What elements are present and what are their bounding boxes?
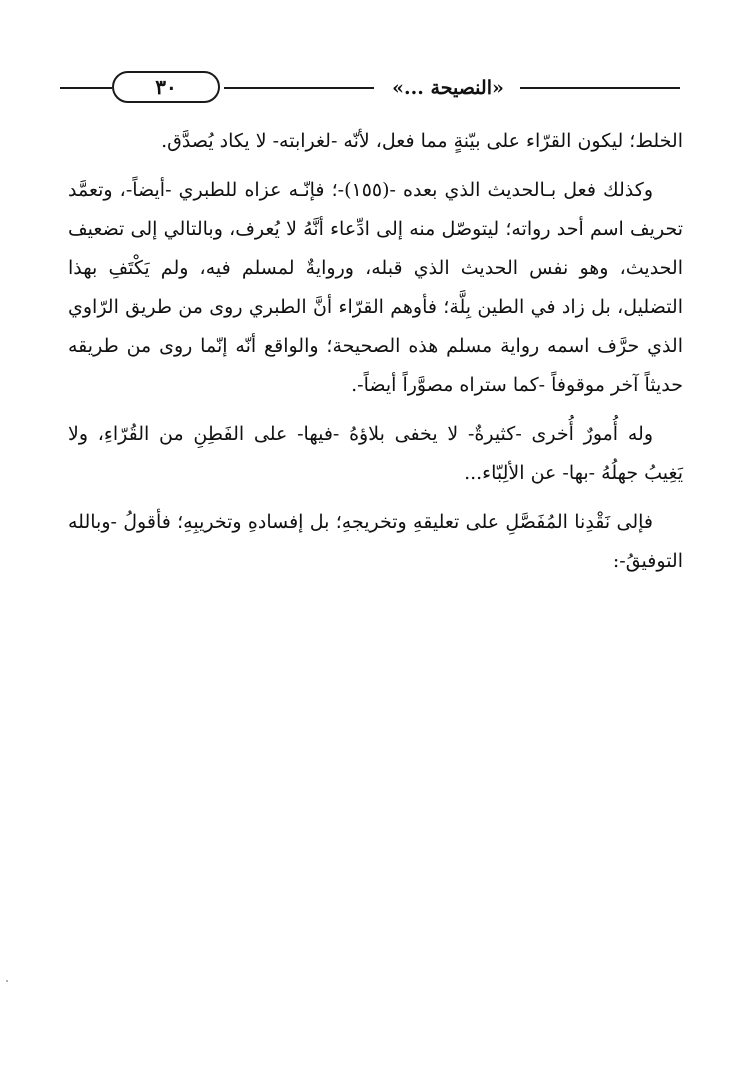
header-rule-left bbox=[60, 87, 112, 89]
page-number: ٣٠ bbox=[112, 71, 220, 103]
paragraph-1: الخلط؛ ليكون القرّاء على بيّنةٍ مما فعل، لأنّه -لغرابته- لا يكاد يُصدَّق. bbox=[161, 130, 683, 152]
body-text bbox=[68, 122, 683, 581]
page-header bbox=[60, 70, 680, 106]
paragraph-3: وله أُمورٌ أُخرى -كثيرةٌ- لا يخفى بلاؤهُ -فيها- على الفَطِنِ من القُرّاءِ، ولا يَغِيبُ جهلُهُ -بها- عن الألِبّاء... bbox=[68, 423, 683, 484]
header-rule-right bbox=[520, 87, 680, 89]
paragraph-4: فإلى نَقْدِنا المُفَصَّلِ على تعليقهِ وتخريجهِ؛ بل إفسادهِ وتخريبِهِ؛ فأقولُ -وبالله التوفيقُ-: bbox=[68, 511, 683, 572]
running-title: «النصيحة ...» bbox=[392, 77, 504, 99]
header-rule-middle bbox=[224, 87, 374, 89]
scan-speck bbox=[6, 980, 8, 982]
paragraph-2: وكذلك فعل بـالحديث الذي بعده -(١٥٥)-؛ فإنّـه عزاه للطبري -أيضاً-، وتعمَّد تحريف اسم أحد رواته؛ ليتوصّل منه إلى ادِّعاء أنَّهُ لا يُعرف، وبالتالي إلى تضعيف الحديث، وهو نفس الحديث الذي قبله، وروايةٌ لمسلم فيه، ولم يَكْتَفِ بهذا التضليل، بل زاد في الطين بِلَّة؛ فأوهم القرّاء أنَّ الطبري روى من طريق الرّاوي الذي حرَّف اسمه رواية مسلم هذه الصحيحة؛ والواقع أنّه إنّما روى من طريقه حديثاً آخر موقوفاً -كما ستراه مصوَّراً أيضاً-. bbox=[68, 179, 683, 396]
